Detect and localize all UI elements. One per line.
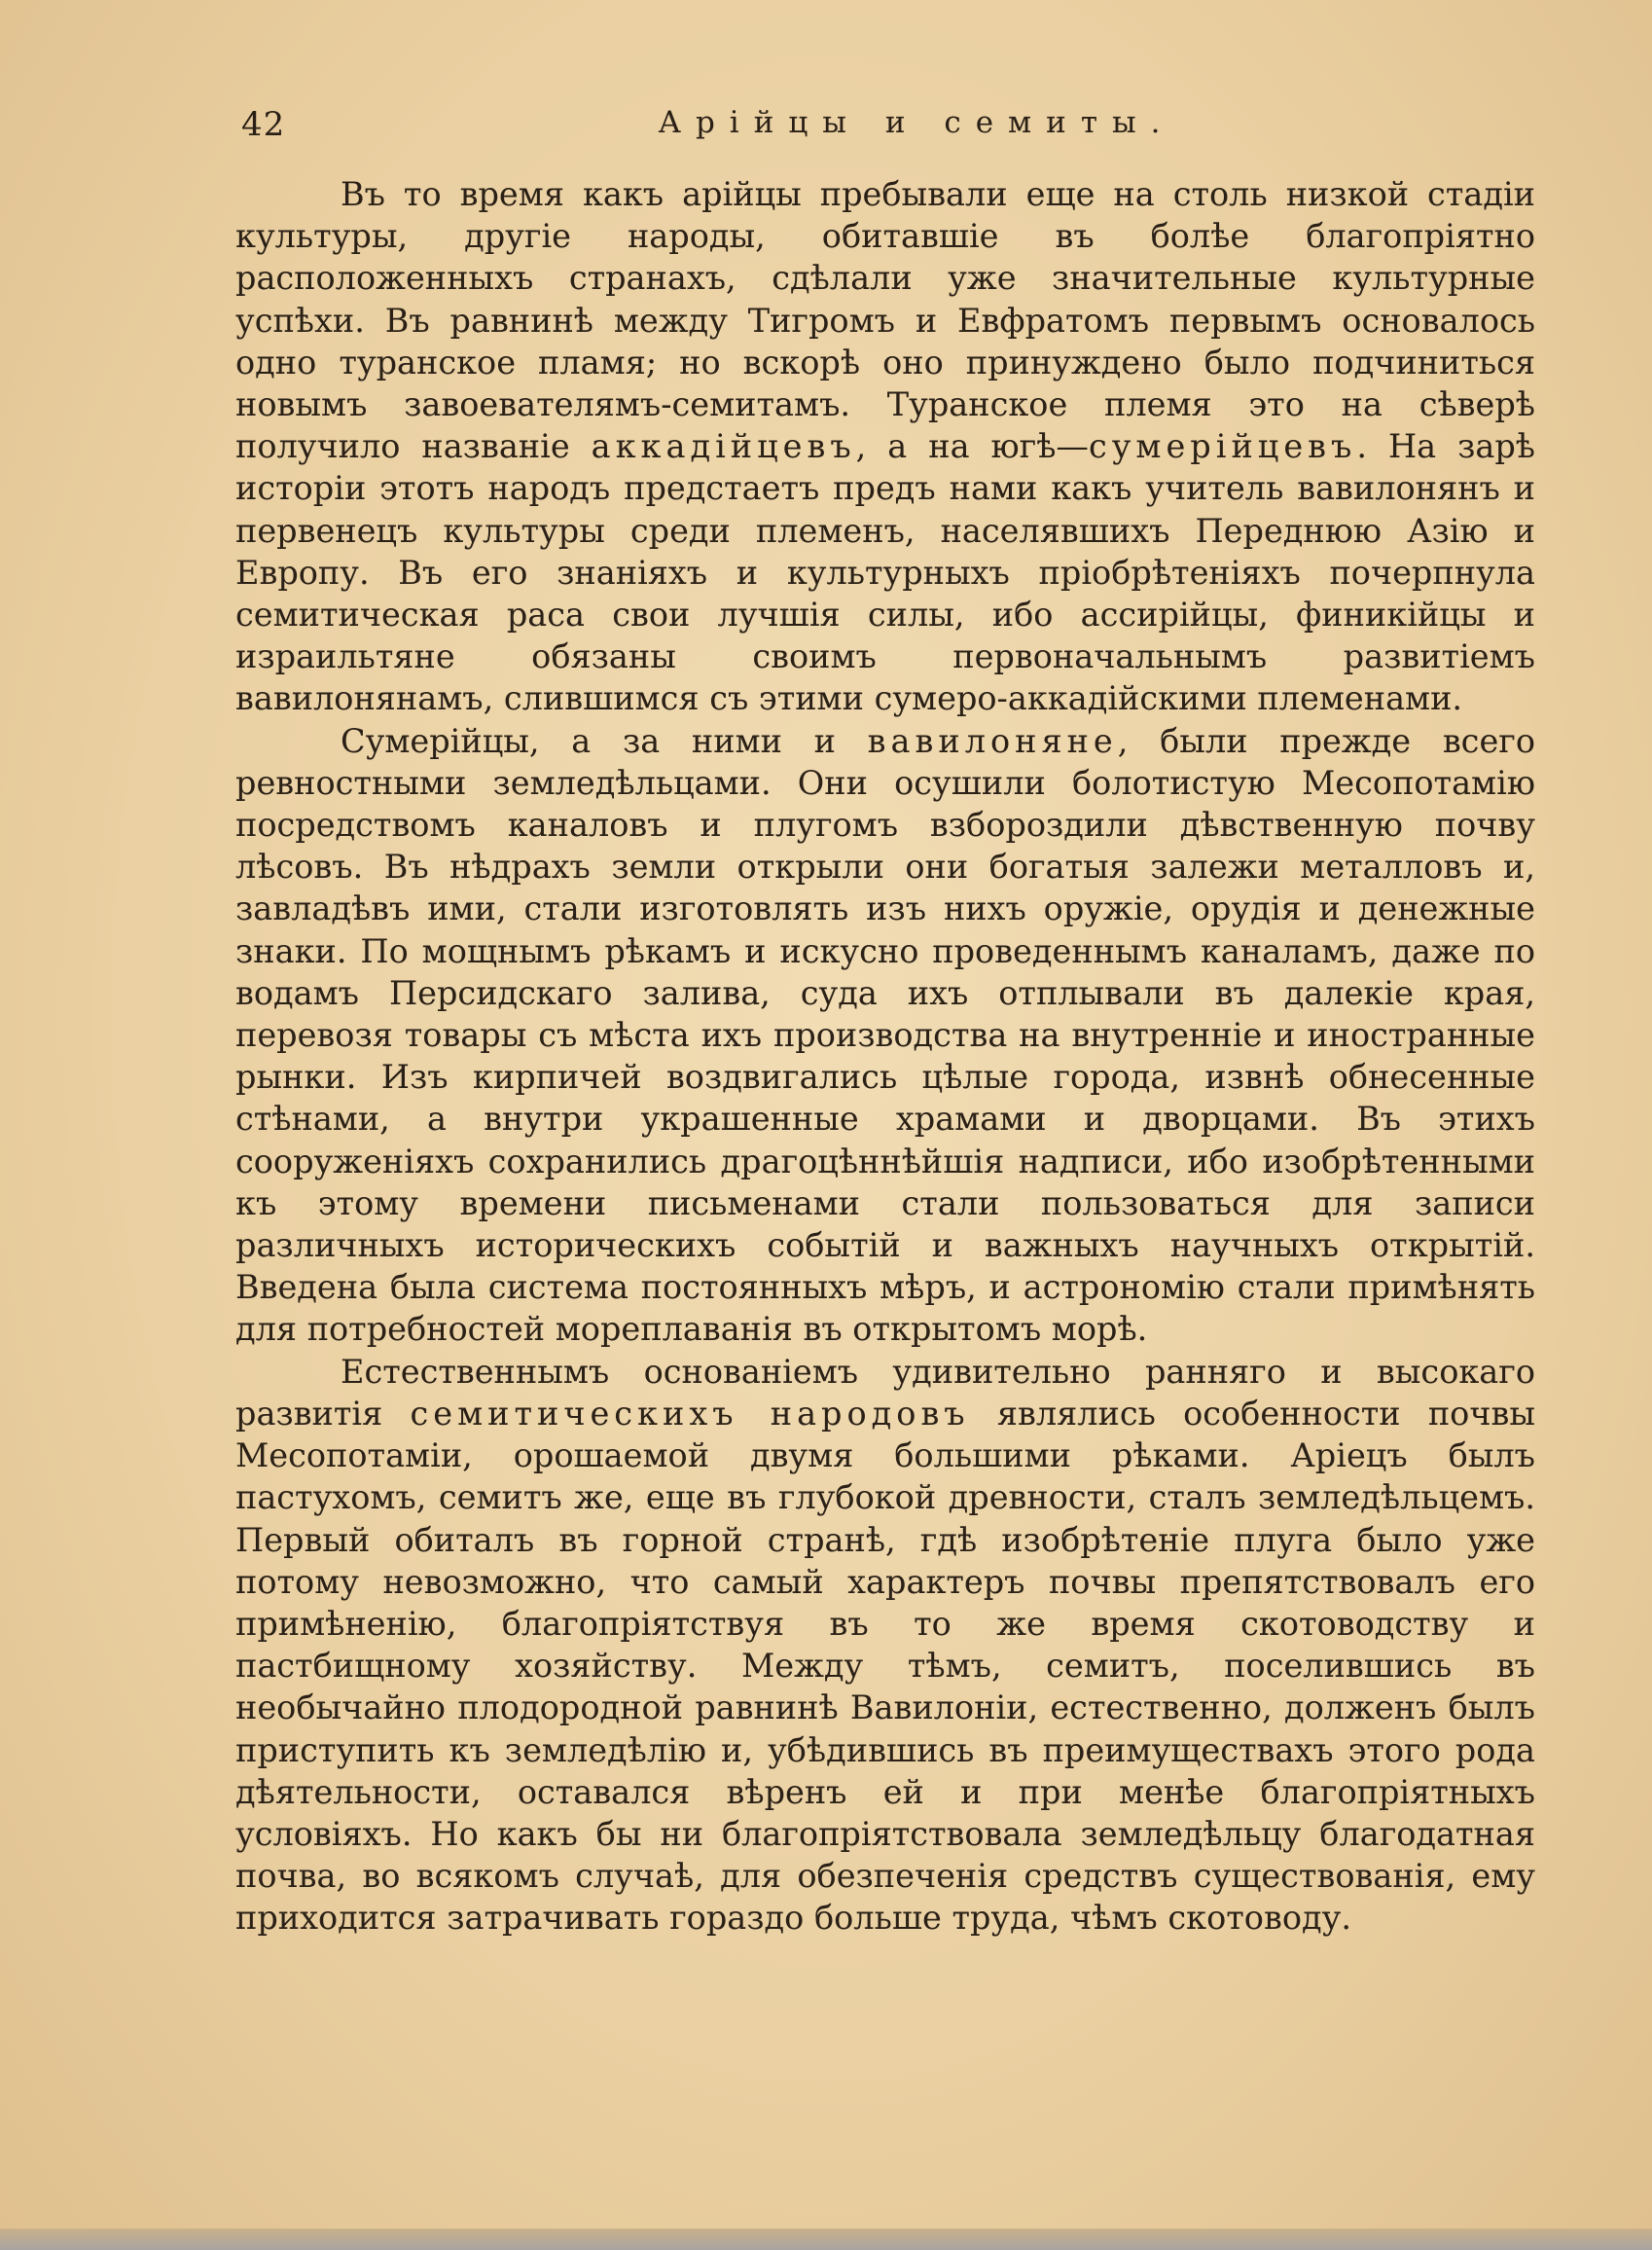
spaced-emphasis: аккадійцевъ [591,427,856,466]
running-title: Арійцы и семиты. [658,105,1175,140]
text-run: , были прежде всего ревностными земледѣльцами. Они осушили болотистую Месопотамію посредствомъ каналовъ и плугомъ взбороздили дѣвственную почву лѣсовъ. Въ нѣдрахъ земли открыли они богатыя залежи металловъ и, завладѣвъ ими, стали изготовлять изъ нихъ оружіе, орудія и денежные знаки. По мощнымъ рѣкамъ и искусно проведеннымъ каналамъ, даже по водамъ Персидскаго залива, суда ихъ отплывали въ далекіе края, перевозя товары съ мѣста ихъ производства на внутренніе и иностранные рынки. Изъ кирпичей воздвигались цѣлые города, извнѣ обнесенные стѣнами, а внутри украшенные храмами и дворцами. Въ этихъ сооруженіяхъ сохранились драгоцѣннѣйшія надписи, ибо изобрѣтенными къ этому времени письменами стали пользоваться для записи различныхъ историческихъ событій и важныхъ научныхъ открытій. Введена была система постоянныхъ мѣръ, и астрономію стали примѣнять для потребностей мореплаванія въ открытомъ морѣ. [235,721,1535,1349]
page-number: 42 [241,105,286,144]
spaced-emphasis: семитическихъ народовъ [410,1394,970,1433]
spaced-emphasis: вавилоняне [867,721,1118,760]
text-run: . На зарѣ исторіи этотъ народъ предстаетъ предъ нами какъ учитель вавилонянъ и первенецъ культуры среди племенъ, населявшихъ Переднюю Азію и Европу. Въ его знаніяхъ и культурныхъ пріобрѣтеніяхъ почерпнула семитическая раса свои лучшія силы, ибо ассирійцы, финикійцы и израильтяне обязаны своимъ первоначальнымъ развитіемъ вавилонянамъ, слившимся съ этими сумеро-аккадійскими племенами. [235,427,1535,718]
text-run: Естественнымъ основаніемъ удивительно ранняго и высокаго развитія [235,1352,1535,1433]
text-run: Въ то время какъ арійцы пребывали еще на столь низкой стадіи культуры, другіе народы, обитавшіе въ болѣе благопріятно расположенныхъ странахъ, сдѣлали уже значительные культурные успѣхи. Въ равнинѣ между Тигромъ и Евфратомъ первымъ основалось одно туранское пламя; но вскорѣ оно принуждено было подчиниться новымъ завоевателямъ-семитамъ. Туранское племя это на сѣверѣ получило названіе [235,175,1535,466]
paragraph [235,720,1535,1351]
spaced-emphasis: сумерійцевъ [1088,427,1357,466]
body-text [235,173,1535,1940]
text-run: , а на югѣ— [855,427,1089,466]
running-head [241,101,1533,156]
page-bottom-edge [0,2229,1652,2250]
paragraph [235,173,1535,720]
text-run: являлись особенности почвы Месопотаміи, орошаемой двумя большими рѣками. Аріецъ былъ пастухомъ, семитъ же, еще въ глубокой древности, сталъ земледѣльцемъ. Первый обиталъ въ горной странѣ, гдѣ изобрѣтеніе плуга было уже потому невозможно, что самый характеръ почвы препятствовалъ его примѣненію, благопріятствуя въ то же время скотоводству и пастбищному хозяйству. Между тѣмъ, семитъ, поселившись въ необычайно плодородной равнинѣ Вавилоніи, естественно, долженъ былъ приступить къ земледѣлію и, убѣдившись въ преимуществахъ этого рода дѣятельности, оставался вѣренъ ей и при менѣе благопріятныхъ условіяхъ. Но какъ бы ни благопріятствовала земледѣльцу благодатная почва, во всякомъ случаѣ, для обезпеченія средствъ существованія, ему приходится затрачивать гораздо больше труда, чѣмъ скотоводу. [235,1394,1536,1938]
text-run: Сумерійцы, а за ними и [341,721,868,760]
paragraph [235,1351,1535,1940]
